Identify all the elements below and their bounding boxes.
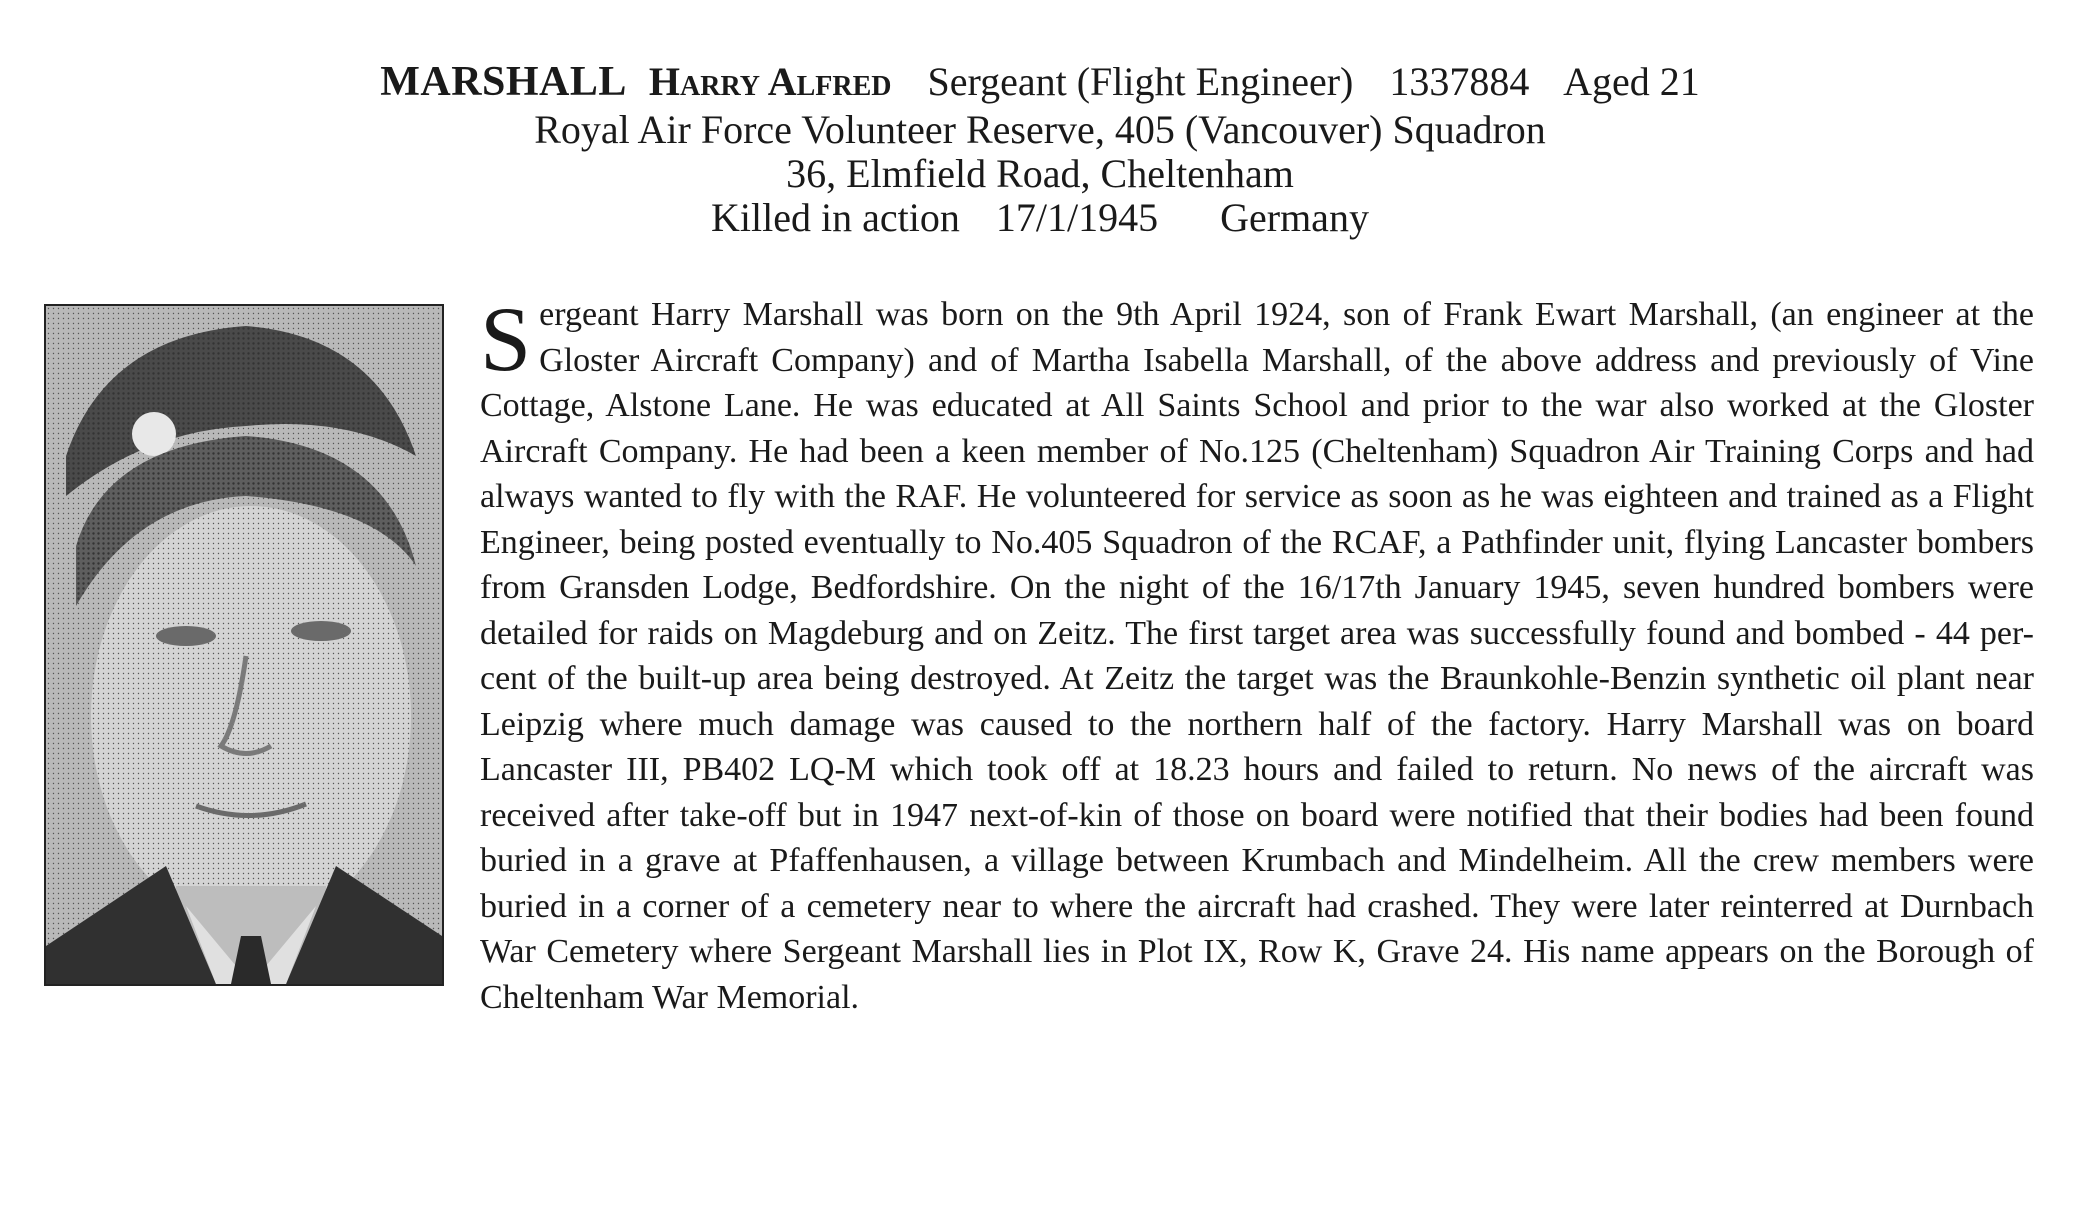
header-name-line	[290, 60, 1790, 104]
rank: Sergeant (Flight Engineer)	[927, 59, 1354, 104]
drop-cap: S	[480, 288, 532, 390]
fate-line	[290, 196, 1790, 240]
biography-text	[44, 288, 2034, 1020]
death-date: 17/1/1945	[995, 195, 1159, 240]
fate: Killed in action	[711, 195, 960, 240]
forenames: Harry Alfred	[648, 59, 892, 104]
death-place: Germany	[1220, 195, 1369, 240]
photo-spacer	[44, 292, 480, 1000]
address-line: 36, Elmfield Road, Cheltenham	[786, 151, 1294, 196]
unit-line: Royal Air Force Volunteer Reserve, 405 (Vancouver) Squadron	[534, 107, 1546, 152]
service-number: 1337884	[1389, 59, 1530, 104]
biography-body: ergeant Harry Marshall was born on the 9th April 1924, son of Frank Ewart Marshall, (an engineer at the Gloster Aircraft Company) and of Martha Isabella Marshall, of the above address and previously of Vine Cottage, Alstone Lane. He was educated at All Saints School and prior to the war also worked at the Gloster Aircraft Company. He had been a keen member of No.125 (Cheltenham) Squadron Air Training Corps and had always wanted to fly with the RAF. He volunteered for service as soon as he was eighteen and trained as a Flight Engineer, being posted eventually to No.405 Squadron of the RCAF, a Pathfinder unit, flying Lancaster bombers from Gransden Lodge, Bedfordshire. On the night of the 16/17th January 1945, seven hundred bombers were detailed for raids on Magdeburg and on Zeitz. The first target area was successfully found and bombed - 44 per-cent of the built-up area being destroyed. At Zeitz the target was the Braunkohle-Benzin synthetic oil plant near Leipzig where much damage was caused to the northern half of the factory. Harry Marshall was on board Lancaster III, PB402 LQ-M which took off at 18.23 hours and failed to return. No news of the aircraft was received after take-off but in 1947 next-of-kin of those on board were notified that their bodies had been found buried in a grave at Pfaffenhausen, a village between Krumbach and Mindelheim. All the crew members were buried in a corner of a cemetery near to where the aircraft had crashed. They were later reinterred at Durnbach War Cemetery where Sergeant Marshall lies in Plot IX, Row K, Grave 24. His name appears on the Borough of Cheltenham War Memorial.	[480, 296, 2034, 1016]
surname: MARSHALL	[380, 59, 627, 105]
age: Aged 21	[1563, 59, 1700, 104]
